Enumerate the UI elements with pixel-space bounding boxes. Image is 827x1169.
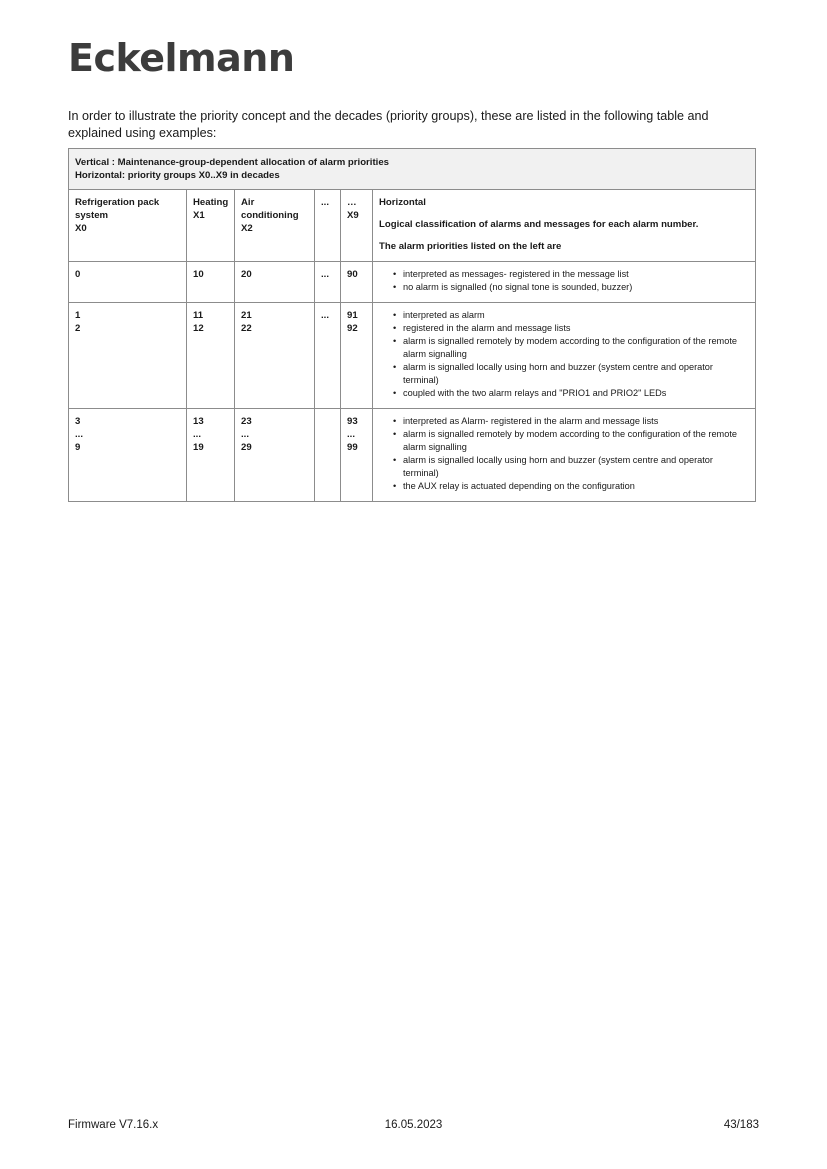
value: 20 xyxy=(241,269,252,280)
banner-line-2: Horizontal: priority groups X0..X9 in decades xyxy=(75,170,280,181)
list-item: • alarm is signalled remotely by modem according to the configuration of the remote alarm signalling xyxy=(393,335,749,361)
table-row xyxy=(69,409,756,502)
value: 29 xyxy=(241,442,252,453)
cell-x2 xyxy=(235,409,315,502)
list-item: • interpreted as alarm xyxy=(393,309,749,322)
value: 19 xyxy=(193,442,204,453)
company-logo: Eckelmann xyxy=(68,36,295,80)
value: 21 xyxy=(241,310,252,321)
list-item: • registered in the alarm and message lists xyxy=(393,322,749,335)
bullet-list xyxy=(379,268,749,294)
header-cell-description xyxy=(373,190,756,262)
header-x0-line1: Refrigeration pack xyxy=(75,197,160,208)
list-item: • the AUX relay is actuated depending on the configuration xyxy=(393,480,749,493)
cell-x2 xyxy=(235,303,315,409)
header-cell-x1 xyxy=(187,190,235,262)
table-row xyxy=(69,262,756,303)
header-cell-ellipsis xyxy=(315,190,341,262)
footer-date: 16.05.2023 xyxy=(384,1119,443,1131)
value: 0 xyxy=(75,269,81,280)
table-banner-cell xyxy=(69,149,756,190)
value: ... xyxy=(193,429,201,440)
bullet-list xyxy=(379,415,749,493)
cell-x2 xyxy=(235,262,315,303)
cell-x9 xyxy=(341,262,373,303)
cell-x0 xyxy=(69,303,187,409)
footer-firmware: Firmware V7.16.x xyxy=(68,1119,159,1131)
header-x0-line3: X0 xyxy=(75,223,87,234)
list-item: • alarm is signalled remotely by modem according to the configuration of the remote alarm signalling xyxy=(393,428,749,454)
header-x2-line2: conditioning xyxy=(241,210,299,221)
table-header-row xyxy=(69,190,756,262)
cell-description xyxy=(373,303,756,409)
value: 93 xyxy=(347,416,358,427)
value: ... xyxy=(321,269,329,280)
header-ellipsis-line1: ... xyxy=(321,197,329,208)
header-cell-x9 xyxy=(341,190,373,262)
value: ... xyxy=(347,429,355,440)
list-item: • no alarm is signalled (no signal tone is sounded, buzzer) xyxy=(393,281,749,294)
value: 91 xyxy=(347,310,358,321)
value: ... xyxy=(321,310,329,321)
value: 12 xyxy=(193,323,204,334)
cell-x9 xyxy=(341,409,373,502)
value: 23 xyxy=(241,416,252,427)
cell-x1 xyxy=(187,409,235,502)
intro-paragraph: In order to illustrate the priority concept and the decades (priority groups), these are listed in the following table and explained using examples: xyxy=(68,109,709,140)
list-item: • alarm is signalled locally using horn and buzzer (system centre and operator terminal) xyxy=(393,361,749,387)
header-x2-line3: X2 xyxy=(241,223,253,234)
header-x9-line2: X9 xyxy=(347,210,359,221)
header-cell-x0 xyxy=(69,190,187,262)
header-x0-line2: system xyxy=(75,210,109,221)
cell-description xyxy=(373,262,756,303)
header-x2-line1: Air xyxy=(241,197,255,208)
page-footer xyxy=(68,1119,759,1131)
header-desc-line1: Horizontal xyxy=(379,197,426,208)
cell-description xyxy=(373,409,756,502)
header-desc-line2: Logical classification of alarms and messages for each alarm number. xyxy=(379,219,699,230)
cell-x0 xyxy=(69,262,187,303)
alarm-priority-table xyxy=(68,148,756,502)
table-banner-row xyxy=(69,149,756,190)
table-row xyxy=(69,303,756,409)
cell-dots xyxy=(315,262,341,303)
value: 99 xyxy=(347,442,358,453)
list-item: • interpreted as messages- registered in the message list xyxy=(393,268,749,281)
header-x9-line1: … xyxy=(347,197,357,208)
cell-dots xyxy=(315,409,341,502)
list-item: • alarm is signalled locally using horn and buzzer (system centre and operator terminal) xyxy=(393,454,749,480)
value: 13 xyxy=(193,416,204,427)
header-x1-line1: Heating xyxy=(193,197,229,208)
list-item: • coupled with the two alarm relays and "PRIO1 and PRIO2" LEDs xyxy=(393,387,749,400)
header-desc-line3: The alarm priorities listed on the left are xyxy=(379,241,562,252)
list-item: • interpreted as Alarm- registered in the alarm and message lists xyxy=(393,415,749,428)
value: 9 xyxy=(75,442,81,453)
cell-x9 xyxy=(341,303,373,409)
value: 90 xyxy=(347,269,358,280)
header-x1-line2: X1 xyxy=(193,210,205,221)
value: 10 xyxy=(193,269,204,280)
cell-x0 xyxy=(69,409,187,502)
footer-page-number: 43/183 xyxy=(723,1119,759,1131)
banner-line-1: Vertical : Maintenance-group-dependent allocation of alarm priorities xyxy=(75,157,389,168)
bullet-list xyxy=(379,309,749,400)
cell-x1 xyxy=(187,262,235,303)
value: 1 xyxy=(75,310,81,321)
cell-dots xyxy=(315,303,341,409)
header-cell-x2 xyxy=(235,190,315,262)
value: 3 xyxy=(75,416,81,427)
value: 11 xyxy=(193,310,204,321)
value: ... xyxy=(75,429,83,440)
value: ... xyxy=(241,429,249,440)
value: 22 xyxy=(241,323,252,334)
value: 2 xyxy=(75,323,81,334)
cell-x1 xyxy=(187,303,235,409)
value: 92 xyxy=(347,323,358,334)
